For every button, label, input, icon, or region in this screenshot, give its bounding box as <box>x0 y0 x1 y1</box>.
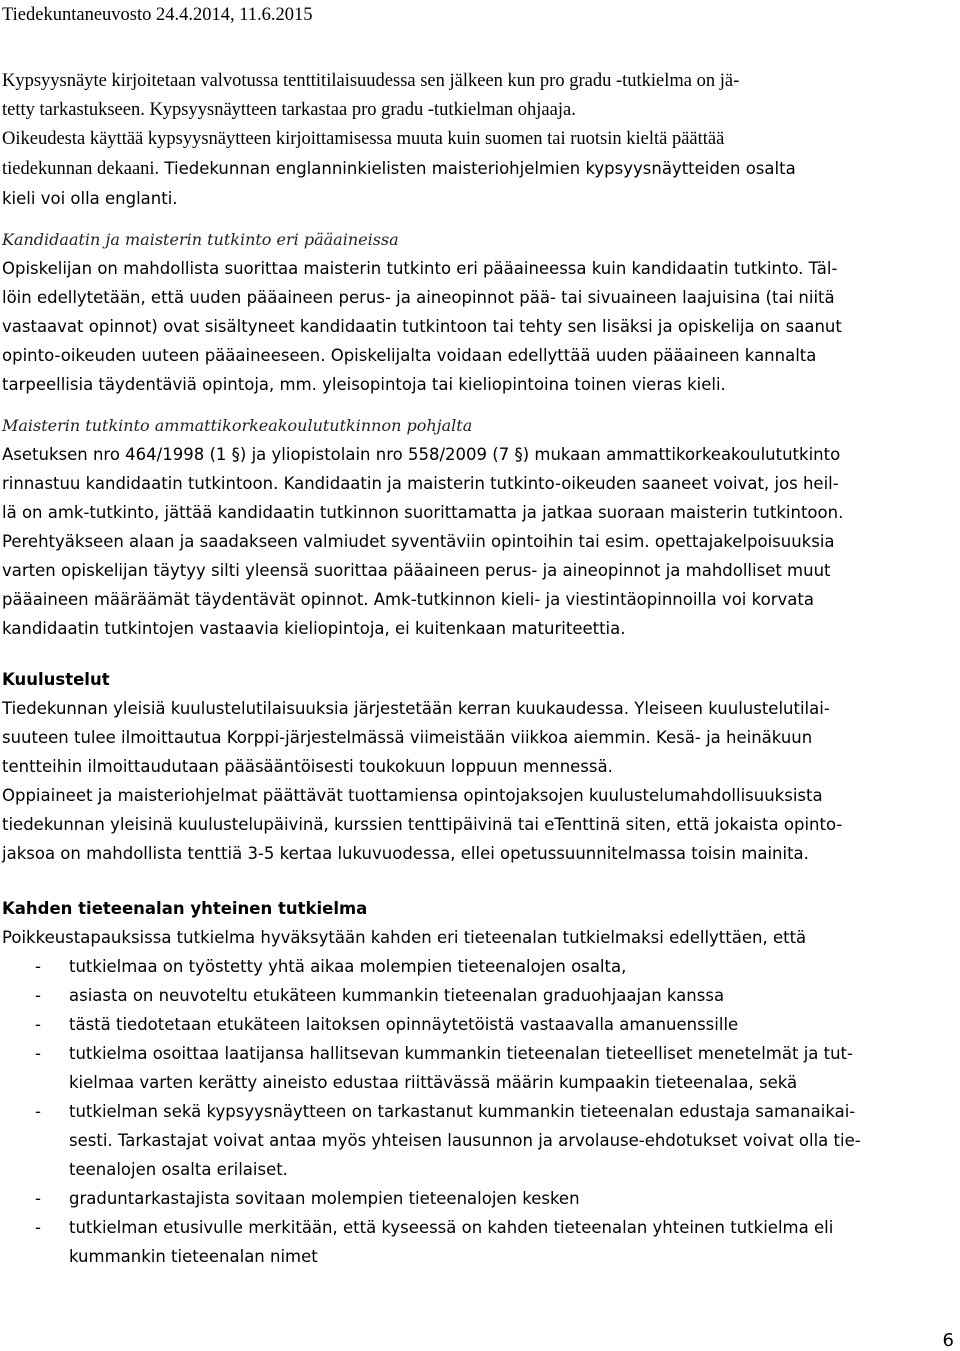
paragraph-line: kandidaatin tutkintojen vastaavia kieliopintoja, ei kuitenkaan maturiteettia. <box>2 619 626 638</box>
list-dash: - <box>35 1044 41 1063</box>
paragraph-line: kieli voi olla englanti. <box>2 189 178 208</box>
paragraph-line: tetty tarkastukseen. Kypsyysnäytteen tarkastaa pro gradu -tutkielman ohjaaja. <box>2 100 576 120</box>
list-item: - tutkielmaa on työstetty yhtä aikaa molempien tieteenalojen osalta, <box>2 952 954 981</box>
list-dash: - <box>35 957 41 976</box>
list-dash: - <box>35 1218 41 1237</box>
page-header: Tiedekuntaneuvosto 24.4.2014, 11.6.2015 <box>2 5 313 25</box>
section-heading: Kuulustelut <box>2 670 110 689</box>
list-dash: - <box>35 1189 41 1208</box>
paragraph-line: Oikeudesta käyttää kypsyysnäytteen kirjoittamisessa muuta kuin suomen tai ruotsin kieltä päättää <box>2 129 725 149</box>
paragraph-line: Opiskelijan on mahdollista suorittaa maisterin tutkinto eri pääaineessa kuin kandidaatin tutkinto. Täl- <box>2 259 838 278</box>
paragraph-line: tiedekunnan yleisinä kuulustelupäivinä, kurssien tenttipäivinä tai eTenttinä siten, että jokaista opinto- <box>2 815 843 834</box>
section-amk-pohjalta <box>2 411 954 643</box>
paragraph-line: lä on amk-tutkinto, jättää kandidaatin tutkinnon suorittamatta ja jatkaa suoraan maisterin tutkintoon. <box>2 503 844 522</box>
paragraph-line: Perehtyäkseen alaan ja saadakseen valmiudet syventäviin opintoihin tai esim. opettajakelpoisuuksia <box>2 532 835 551</box>
paragraph-line: tiedekunnan dekaani. Tiedekunnan englanninkielisten maisteriohjelmien kypsyysnäytteiden osalta <box>2 159 796 179</box>
paragraph-line: opinto-oikeuden uuteen pääaineeseen. Opiskelijalta voidaan edellyttää uuden pääaineen kannalta <box>2 346 817 365</box>
paragraph-line: Poikkeustapauksissa tutkielma hyväksytään kahden eri tieteenalan tutkielmaksi edellyttäen, että <box>2 928 807 947</box>
paragraph-line: Asetuksen nro 464/1998 (1 §) ja yliopistolain nro 558/2009 (7 §) mukaan ammattikorkeakoulututkinto <box>2 445 841 464</box>
list-item: - graduntarkastajista sovitaan molempien tieteenalojen kesken <box>2 1184 954 1213</box>
paragraph-line: vastaavat opinnot) ovat sisältyneet kandidaatin tutkintoon tai tehty sen lisäksi ja opiskelija on saanut <box>2 317 842 336</box>
list-item: - tutkielman etusivulle merkitään, että kyseessä on kahden tieteenalan yhteinen tutkielma eli kummankin tieteenalan nimet <box>2 1213 954 1271</box>
list-item: - asiasta on neuvoteltu etukäteen kummankin tieteenalan graduohjaajan kanssa <box>2 981 954 1010</box>
paragraph-line: suuteen tulee ilmoittautua Korppi-järjestelmässä viimeistään viikkoa aiemmin. Kesä- ja heinäkuun <box>2 728 813 747</box>
document-body <box>2 67 954 1271</box>
paragraph-line: rinnastuu kandidaatin tutkintoon. Kandidaatin ja maisterin tutkinto-oikeuden saaneet voivat, jos heil- <box>2 474 839 493</box>
paragraph-line: löin edellytetään, että uuden pääaineen perus- ja aineopinnot pää- tai sivuaineen laajuisina (tai niitä <box>2 288 835 307</box>
paragraph-line: Tiedekunnan yleisiä kuulustelutilaisuuksia järjestetään kerran kuukaudessa. Yleiseen kuulustelutilai- <box>2 699 830 718</box>
list-dash: - <box>35 1102 41 1121</box>
section-heading: Kahden tieteenalan yhteinen tutkielma <box>2 899 368 918</box>
page-number: 6 <box>942 1330 954 1351</box>
list-dash: - <box>35 1015 41 1034</box>
list-dash: - <box>35 986 41 1005</box>
paragraph-line: Oppiaineet ja maisteriohjelmat päättävät tuottamiensa opintojaksojen kuulustelumahdollisuuksista <box>2 786 823 805</box>
section-subheading: Kandidaatin ja maisterin tutkinto eri pääaineissa <box>2 230 399 249</box>
list-item: - tutkielman sekä kypsyysnäytteen on tarkastanut kummankin tieteenalan edustaja samanaikai- sesti. Tarkastajat voivat antaa myös yhteisen lausunnon ja arvolause-ehdotukset voivat olla tie- teenalojen osalta erilaiset. <box>2 1097 954 1184</box>
paragraph-line: pääaineen määräämät täydentävät opinnot. Amk-tutkinnon kieli- ja viestintäopinnoilla voi korvata <box>2 590 814 609</box>
section-yhteinen-tutkielma <box>2 894 954 1271</box>
paragraph-line: tarpeellisia täydentäviä opintoja, mm. yleisopintoja tai kieliopintoina toinen vieras kieli. <box>2 375 726 394</box>
section-kuulustelut <box>2 665 954 868</box>
requirements-list <box>2 952 954 1271</box>
paragraph-line: tentteihin ilmoittaudutaan pääsääntöisesti toukokuun loppuun mennessä. <box>2 757 613 776</box>
list-item: - tutkielma osoittaa laatijansa hallitsevan kummankin tieteenalan tieteelliset menetelmät ja tut- kielmaa varten kerätty aineisto edustaa riittävässä määrin kumpaakin tieteenalaa, sekä <box>2 1039 954 1097</box>
paragraph-line: Kypsyysnäyte kirjoitetaan valvotussa tenttitilaisuudessa sen jälkeen kun pro gradu -tutkielma on jä- <box>2 71 740 91</box>
paragraph-line: jaksoa on mahdollista tenttiä 3-5 kertaa lukuvuodessa, ellei opetussuunnitelmassa toisin mainita. <box>2 844 809 863</box>
paragraph-line: varten opiskelijan täytyy silti yleensä suorittaa pääaineen perus- ja aineopinnot ja mahdolliset muut <box>2 561 831 580</box>
list-item: - tästä tiedotetaan etukäteen laitoksen opinnäytetöistä vastaavalla amanuenssille <box>2 1010 954 1039</box>
section-kandidaatin-maisterin <box>2 225 954 399</box>
section-subheading: Maisterin tutkinto ammattikorkeakoulututkinnon pohjalta <box>2 416 473 435</box>
intro-paragraph <box>2 67 954 154</box>
